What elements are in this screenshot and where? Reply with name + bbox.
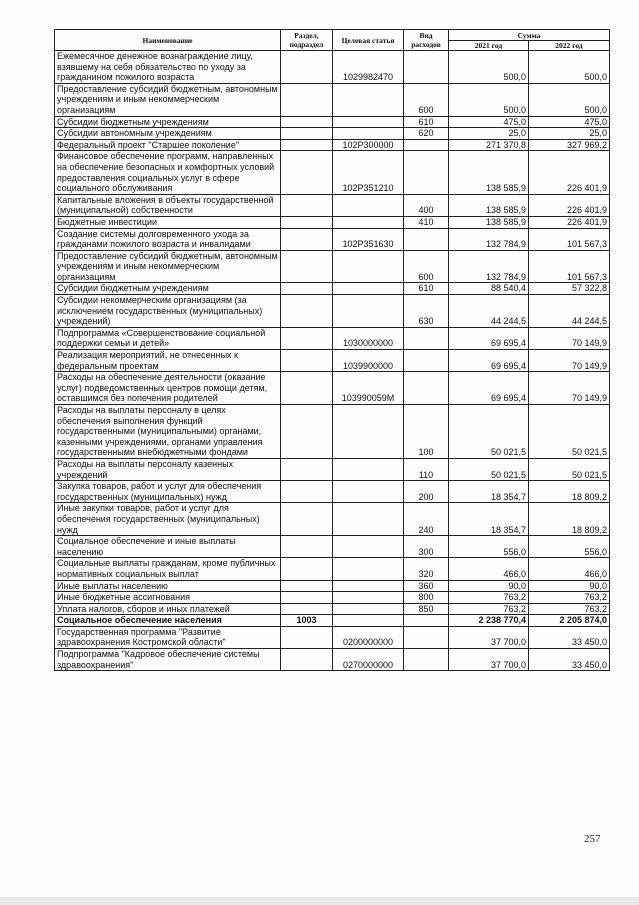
row-name: Расходы на выплаты персоналу казенных учреждений: [55, 458, 281, 480]
row-target: [333, 592, 404, 604]
row-kind: [404, 139, 449, 151]
row-name: Бюджетные инвестиции: [55, 216, 281, 228]
row-value-2021: 138 585,9: [449, 151, 529, 194]
row-name: Предоставление субсидий бюджетным, автономным учреждениям и иным некоммерческим организациям: [55, 83, 281, 116]
row-name: Социальное обеспечение населения: [55, 615, 281, 627]
row-kind: [404, 327, 449, 349]
row-name: Иные выплаты населению: [55, 580, 281, 592]
row-value-2021: 466,0: [449, 558, 529, 580]
row-kind: 320: [404, 558, 449, 580]
row-value-2021: 475,0: [449, 116, 529, 128]
row-value-2022: 25,0: [529, 128, 610, 140]
table-row: [55, 615, 610, 627]
row-kind: [404, 615, 449, 627]
row-section: [281, 216, 333, 228]
row-value-2021: 69 695,4: [449, 350, 529, 372]
table-row: [55, 405, 610, 459]
row-value-2022: 763,2: [529, 592, 610, 604]
row-section: [281, 151, 333, 194]
row-target: [333, 405, 404, 459]
row-target: 1039900000: [333, 350, 404, 372]
table-row: [55, 250, 610, 283]
row-value-2022: 763,2: [529, 603, 610, 615]
row-section: [281, 350, 333, 372]
col-header-target: Целевая статья: [333, 30, 404, 51]
row-kind: [404, 228, 449, 250]
row-section: [281, 194, 333, 216]
row-value-2022: 500,0: [529, 83, 610, 116]
row-name: Субсидии бюджетным учреждениям: [55, 116, 281, 128]
table-row: [55, 372, 610, 405]
row-name: Подпрограмма "Кадровое обеспечение системы здравоохранения": [55, 649, 281, 671]
row-value-2021: 50 021,5: [449, 458, 529, 480]
row-section: [281, 481, 333, 503]
row-section: [281, 83, 333, 116]
row-name: Подпрограмма «Совершенствование социальной поддержки семьи и детей»: [55, 327, 281, 349]
row-value-2022: 101 567,3: [529, 228, 610, 250]
row-section: [281, 536, 333, 558]
row-target: [333, 128, 404, 140]
row-target: [333, 603, 404, 615]
row-section: [281, 592, 333, 604]
row-name: Иные закупки товаров, работ и услуг для обеспечения государственных (муниципальных) нужд: [55, 503, 281, 536]
row-kind: 800: [404, 592, 449, 604]
table-row: [55, 216, 610, 228]
table-row: [55, 626, 610, 648]
row-target: [333, 580, 404, 592]
col-header-2022: 2022 год: [529, 41, 610, 51]
row-target: [333, 536, 404, 558]
table-body: [55, 51, 610, 671]
row-value-2021: 2 238 770,4: [449, 615, 529, 627]
row-value-2021: 50 021,5: [449, 405, 529, 459]
row-value-2022: 2 205 874,0: [529, 615, 610, 627]
table-row: [55, 295, 610, 328]
table-row: [55, 83, 610, 116]
col-header-sum: Сумма: [449, 30, 610, 41]
row-value-2022: 18 809,2: [529, 503, 610, 536]
row-target: [333, 83, 404, 116]
row-section: [281, 458, 333, 480]
row-kind: [404, 626, 449, 648]
row-name: Субсидии бюджетным учреждениям: [55, 283, 281, 295]
row-value-2021: 138 585,9: [449, 216, 529, 228]
row-value-2022: 466,0: [529, 558, 610, 580]
table-row: [55, 558, 610, 580]
table-row: [55, 350, 610, 372]
table-row: [55, 603, 610, 615]
col-header-kind: Вид расходов: [404, 30, 449, 51]
page-number: 257: [584, 833, 601, 845]
row-target: [333, 116, 404, 128]
row-value-2021: 271 370,8: [449, 139, 529, 151]
row-target: [333, 283, 404, 295]
row-kind: 100: [404, 405, 449, 459]
row-target: [333, 503, 404, 536]
row-target: 0200000000: [333, 626, 404, 648]
row-value-2022: 327 969,2: [529, 139, 610, 151]
header-row: [55, 30, 610, 41]
row-value-2022: 500,0: [529, 51, 610, 84]
row-section: 1003: [281, 615, 333, 627]
row-kind: 600: [404, 250, 449, 283]
row-kind: 610: [404, 283, 449, 295]
row-value-2022: 226 401,9: [529, 194, 610, 216]
row-target: 103990059М: [333, 372, 404, 405]
row-kind: 300: [404, 536, 449, 558]
row-value-2021: 69 695,4: [449, 372, 529, 405]
row-value-2021: 44 244,5: [449, 295, 529, 328]
table-row: [55, 139, 610, 151]
row-section: [281, 228, 333, 250]
row-name: Капитальные вложения в объекты государственной (муниципальной) собственности: [55, 194, 281, 216]
row-section: [281, 580, 333, 592]
row-target: [333, 481, 404, 503]
table-row: [55, 151, 610, 194]
col-header-section: Раздел, подраздел: [281, 30, 333, 51]
row-name: Расходы на обеспечение деятельности (оказание услуг) подведомственных центров помощи детям, оставшимся без попечения родителей: [55, 372, 281, 405]
row-name: Федеральный проект "Старшее поколение": [55, 139, 281, 151]
row-value-2022: 226 401,9: [529, 151, 610, 194]
row-kind: [404, 350, 449, 372]
row-kind: 620: [404, 128, 449, 140]
row-kind: 410: [404, 216, 449, 228]
row-value-2022: 18 809,2: [529, 481, 610, 503]
row-target: [333, 615, 404, 627]
row-value-2021: 132 784,9: [449, 250, 529, 283]
row-target: 0270000000: [333, 649, 404, 671]
row-value-2021: 69 695,4: [449, 327, 529, 349]
row-value-2021: 18 354,7: [449, 503, 529, 536]
row-section: [281, 405, 333, 459]
table-row: [55, 503, 610, 536]
scan-edge: [0, 897, 639, 905]
table-row: [55, 128, 610, 140]
table-row: [55, 536, 610, 558]
row-section: [281, 372, 333, 405]
row-value-2021: 88 540,4: [449, 283, 529, 295]
row-target: [333, 194, 404, 216]
row-target: [333, 458, 404, 480]
row-target: 1030000000: [333, 327, 404, 349]
row-value-2022: 556,0: [529, 536, 610, 558]
row-section: [281, 51, 333, 84]
row-value-2022: 70 149,9: [529, 372, 610, 405]
row-kind: 360: [404, 580, 449, 592]
row-target: [333, 558, 404, 580]
row-value-2022: 70 149,9: [529, 327, 610, 349]
row-name: Ежемесячное денежное вознаграждение лицу, взявшему на себя обязательство по уходу за гражданином пожилого возраста: [55, 51, 281, 84]
table-row: [55, 283, 610, 295]
row-kind: 240: [404, 503, 449, 536]
row-target: [333, 250, 404, 283]
row-kind: [404, 649, 449, 671]
row-name: Субсидии некоммерческим организациям (за исключением государственных (муниципальных) учреждений): [55, 295, 281, 328]
row-kind: [404, 51, 449, 84]
row-kind: 200: [404, 481, 449, 503]
row-value-2021: 132 784,9: [449, 228, 529, 250]
budget-table: [54, 29, 610, 671]
table-row: [55, 649, 610, 671]
row-kind: 630: [404, 295, 449, 328]
col-header-name: Наименование: [55, 30, 281, 51]
row-kind: 400: [404, 194, 449, 216]
row-section: [281, 295, 333, 328]
row-name: Социальное обеспечение и иные выплаты населению: [55, 536, 281, 558]
row-value-2021: 18 354,7: [449, 481, 529, 503]
row-section: [281, 116, 333, 128]
row-section: [281, 327, 333, 349]
row-name: Финансовое обеспечение программ, направленных на обеспечение безопасных и комфортных условий предоставления социальных услуг в сфере социального обслуживания: [55, 151, 281, 194]
row-name: Социальные выплаты гражданам, кроме публичных нормативных социальных выплат: [55, 558, 281, 580]
row-section: [281, 558, 333, 580]
row-kind: 610: [404, 116, 449, 128]
row-target: [333, 216, 404, 228]
row-name: Иные бюджетные ассигнования: [55, 592, 281, 604]
row-value-2022: 475,0: [529, 116, 610, 128]
row-kind: 600: [404, 83, 449, 116]
row-value-2022: 90,0: [529, 580, 610, 592]
row-section: [281, 250, 333, 283]
row-name: Предоставление субсидий бюджетным, автономным учреждениям и иным некоммерческим организациям: [55, 250, 281, 283]
table-row: [55, 481, 610, 503]
row-name: Субсидии автономным учреждениям: [55, 128, 281, 140]
table-row: [55, 327, 610, 349]
row-value-2021: 90,0: [449, 580, 529, 592]
row-name: Государственная программа "Развитие здравоохранения Костромской области": [55, 626, 281, 648]
row-value-2022: 57 322,8: [529, 283, 610, 295]
row-value-2022: 33 450,0: [529, 626, 610, 648]
row-value-2021: 37 700,0: [449, 649, 529, 671]
row-kind: [404, 151, 449, 194]
row-target: 102P351210: [333, 151, 404, 194]
row-section: [281, 128, 333, 140]
col-header-2021: 2021 год: [449, 41, 529, 51]
row-value-2022: 44 244,5: [529, 295, 610, 328]
row-kind: 110: [404, 458, 449, 480]
row-value-2022: 70 149,9: [529, 350, 610, 372]
table-row: [55, 458, 610, 480]
row-section: [281, 626, 333, 648]
table-row: [55, 592, 610, 604]
row-value-2022: 226 401,9: [529, 216, 610, 228]
row-name: Уплата налогов, сборов и иных платежей: [55, 603, 281, 615]
row-value-2021: 37 700,0: [449, 626, 529, 648]
row-name: Создание системы долговременного ухода за гражданами пожилого возраста и инвалидами: [55, 228, 281, 250]
table-row: [55, 228, 610, 250]
row-section: [281, 603, 333, 615]
row-target: 102P351630: [333, 228, 404, 250]
table-row: [55, 194, 610, 216]
row-value-2021: 763,2: [449, 603, 529, 615]
row-value-2021: 25,0: [449, 128, 529, 140]
row-section: [281, 649, 333, 671]
row-value-2022: 101 567,3: [529, 250, 610, 283]
row-value-2021: 138 585,9: [449, 194, 529, 216]
row-kind: [404, 372, 449, 405]
table-row: [55, 116, 610, 128]
row-target: [333, 295, 404, 328]
row-value-2021: 500,0: [449, 51, 529, 84]
table-row: [55, 580, 610, 592]
row-section: [281, 503, 333, 536]
row-value-2021: 556,0: [449, 536, 529, 558]
table-row: [55, 51, 610, 84]
row-target: 1029982470: [333, 51, 404, 84]
row-value-2021: 763,2: [449, 592, 529, 604]
row-value-2022: 50 021,5: [529, 405, 610, 459]
row-name: Расходы на выплаты персоналу в целях обеспечения выполнения функций государственными (муниципальными) органами, казенными учреждениями, органами управления государственными внебюджетными фондами: [55, 405, 281, 459]
row-section: [281, 139, 333, 151]
row-target: 102P300000: [333, 139, 404, 151]
row-name: Закупка товаров, работ и услуг для обеспечения государственных (муниципальных) нужд: [55, 481, 281, 503]
row-value-2022: 33 450,0: [529, 649, 610, 671]
row-kind: 850: [404, 603, 449, 615]
row-section: [281, 283, 333, 295]
row-value-2021: 500,0: [449, 83, 529, 116]
row-value-2022: 50 021,5: [529, 458, 610, 480]
row-name: Реализация мероприятий, не отнесенных к федеральным проектам: [55, 350, 281, 372]
